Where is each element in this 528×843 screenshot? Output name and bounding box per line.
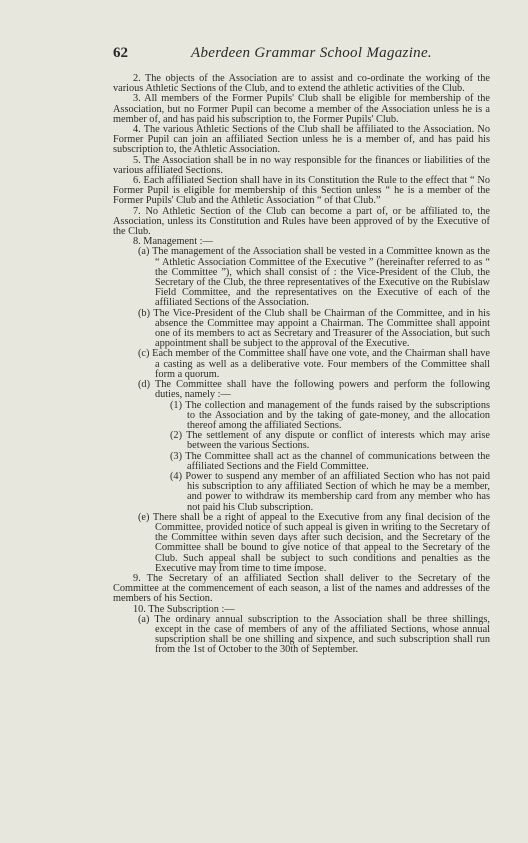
clause-8d: (d) The Committee shall have the following powers and perform the following duties, namely :— — [138, 379, 490, 401]
clause-8e: (e) There shall be a right of appeal to the Executive from any final decision of the Committee, provided notice of such appeal is given in writing to the Secretary of the Committee within seven days after such decision, and the Secretary of the Committee shall be bound to give notice of that appeal to the Secretary of the Club. Such appeal shall be subject to such conditions and penalties as the Executive may from time to time impose. — [138, 511, 490, 574]
clause-2: 2. The objects of the Association are to assist and co-ordinate the working of the various Athletic Sections of the Club, and to extend the athletic activities of the Club. — [113, 73, 490, 95]
clause-8d-1: (1) The collection and management of the funds raised by the subscriptions to the Association and by the taking of gate-money, and the allocation thereof among the affiliated Sections. — [170, 399, 490, 431]
document-body — [113, 74, 490, 656]
clause-10a: (a) The ordinary annual subscription to the Association shall be three shillings, except in the case of members of any of the affiliated Sections, whose annual supscription shall be one shilling and sixpence, and such subscription shall run from the 1st of October to the 30th of September. — [138, 613, 490, 656]
clause-4: 4. The various Athletic Sections of the Club shall be affiliated to the Association. No Former Pupil can join an affiliated Section unless he is a member of, and has paid his subscription to, the Athletic Association. — [113, 124, 490, 156]
clause-8a: (a) The management of the Association shall be vested in a Committee known as the “ Athletic Association Committee of the Executive ” (hereinafter referred to as “ the Committee ”), which shall consist of : the Vice-President of the Club, the Secretary of the Club, the three representatives of the Executive on the Rubislaw Field Committee, and the representatives on the Executive of each of the affiliated Sections of the Association. — [138, 246, 490, 309]
clause-7: 7. No Athletic Section of the Club can become a part of, or be affiliated to, the Association, unless its Constitution and Rules have been approved of by the Executive of the Club. — [113, 205, 490, 238]
clause-3: 3. All members of the Former Pupils' Club shall be eligible for membership of the Association, but no Former Pupil can become a member of the Association unless he is a member of, and has paid his subscription to, the Former Pupils' Club. — [113, 93, 490, 125]
clause-5: 5. The Association shall be in no way responsible for the finances or liabilities of the various affiliated Sections. — [113, 154, 490, 176]
clause-8-heading: 8. Management :— — [133, 236, 213, 248]
clause-8d-4: (4) Power to suspend any member of an affiliated Section who has not paid his subscription to any affiliated Section of which he may be a member, and power to withdraw its membership card from any member who has not paid his Club subscription. — [170, 470, 490, 513]
clause-10-heading: 10. The Subscription :— — [133, 603, 235, 615]
clause-9: 9. The Secretary of an affiliated Section shall deliver to the Secretary of the Committee at the commencement of each season, a list of the names and addresses of the members of his Section. — [113, 572, 490, 605]
running-header — [113, 45, 488, 65]
clause-8b: (b) The Vice-President of the Club shall be Chairman of the Committee, and in his absence the Committee may appoint a Chairman. The Committee shall appoint one of its members to act as Secretary and Treasurer of the Association, but such appointment shall be subject to the approval of the Executive. — [138, 307, 490, 350]
clause-8c: (c) Each member of the Committee shall have one vote, and the Chairman shall have a casting as well as a deliberative vote. Four members of the Committee shall form a quorum. — [138, 348, 490, 380]
clause-6: 6. Each affiliated Section shall have in its Constitution the Rule to the effect that “ No Former Pupil is eligible for membership of this Section unless “ he is a member of the Former Pupils' Club and the Athletic Association “ of that Club.” — [113, 175, 490, 207]
journal-title: Aberdeen Grammar School Magazine. — [191, 45, 432, 61]
page-number: 62 — [113, 45, 128, 61]
clause-8d-2: (2) The settlement of any dispute or conflict of interests which may arise between the various Sections. — [170, 430, 490, 452]
clause-8d-3: (3) The Committee shall act as the channel of communications between the affiliated Sections and the Field Committee. — [170, 450, 490, 472]
